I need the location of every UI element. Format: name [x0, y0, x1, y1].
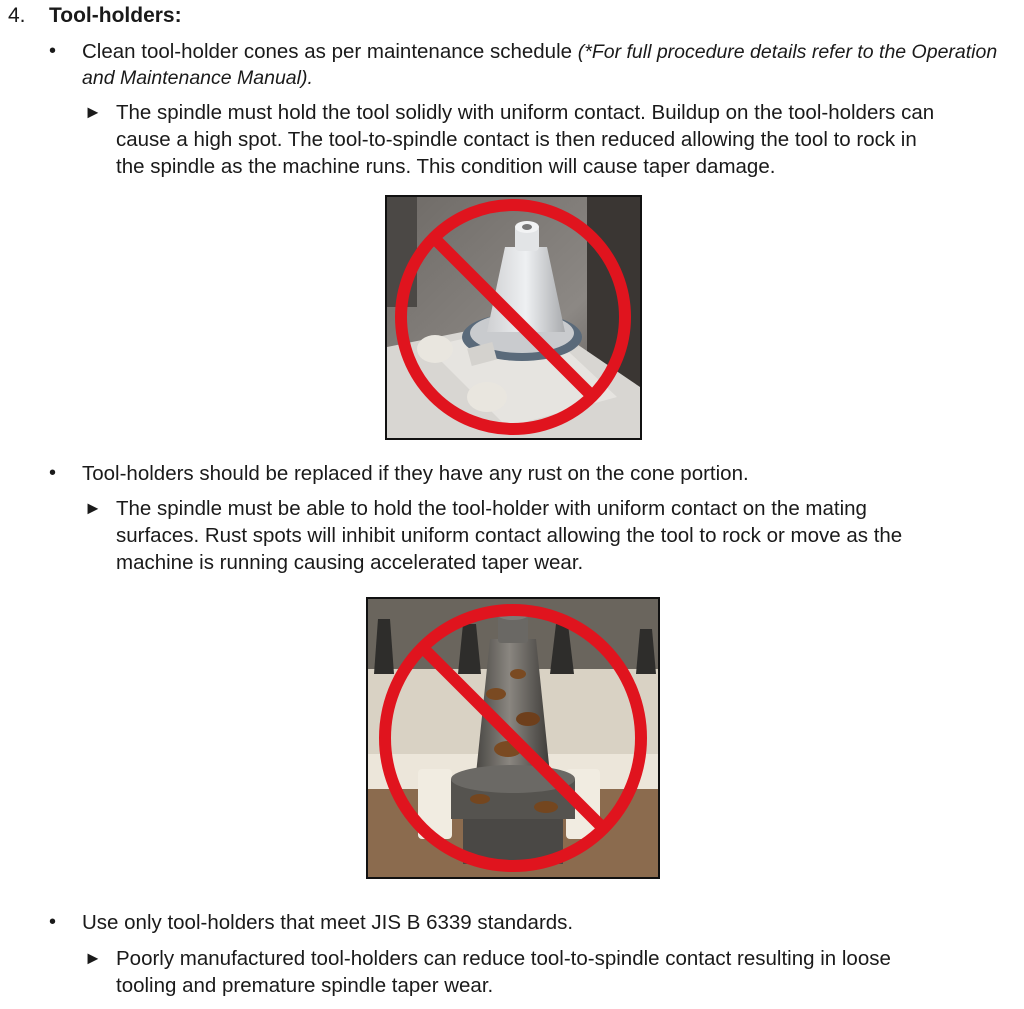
bullet-marker: • [49, 462, 57, 484]
list-item-text: Tool-holders should be replaced if they have any rust on the cone portion. [82, 462, 749, 485]
sub-text-line: tooling and premature spindle taper wear. [116, 974, 494, 997]
list-item-text [82, 38, 997, 66]
sub-text-line: Poorly manufactured tool-holders can reduce tool-to-spindle contact resulting in loose [116, 947, 891, 970]
arrow-marker-icon: ► [84, 498, 102, 518]
section-title: Tool-holders: [49, 4, 182, 27]
sub-text-line: cause a high spot. The tool-to-spindle contact is then reduced allowing the tool to rock in [116, 128, 917, 151]
bullet-marker: • [49, 911, 57, 933]
arrow-marker-icon: ► [84, 102, 102, 122]
list-item-text: Use only tool-holders that meet JIS B 6339 standards. [82, 911, 574, 934]
manual-reference-note-cont: and Maintenance Manual). [82, 67, 313, 89]
sub-text-line: surfaces. Rust spots will inhibit uniform contact allowing the tool to rock or move as the [116, 524, 903, 547]
dirty-toolholder-illustration [387, 197, 640, 438]
rusty-toolholder-illustration [368, 599, 658, 877]
section-number: 4. [8, 4, 26, 27]
sub-text-line: The spindle must be able to hold the tool-holder with uniform contact on the mating [116, 497, 867, 520]
arrow-marker-icon: ► [84, 948, 102, 968]
sub-text-line: machine is running causing accelerated taper wear. [116, 551, 584, 574]
rusty-toolholder-photo [366, 597, 660, 879]
item-text: Clean tool-holder cones as per maintenance schedule [82, 40, 578, 63]
sub-text-line: The spindle must hold the tool solidly with uniform contact. Buildup on the tool-holders can [116, 101, 935, 124]
sub-text-line: the spindle as the machine runs. This condition will cause taper damage. [116, 155, 776, 178]
bullet-marker: • [49, 40, 57, 62]
manual-reference-note: (*For full procedure details refer to the Operation [577, 41, 998, 63]
dirty-toolholder-photo [385, 195, 642, 440]
